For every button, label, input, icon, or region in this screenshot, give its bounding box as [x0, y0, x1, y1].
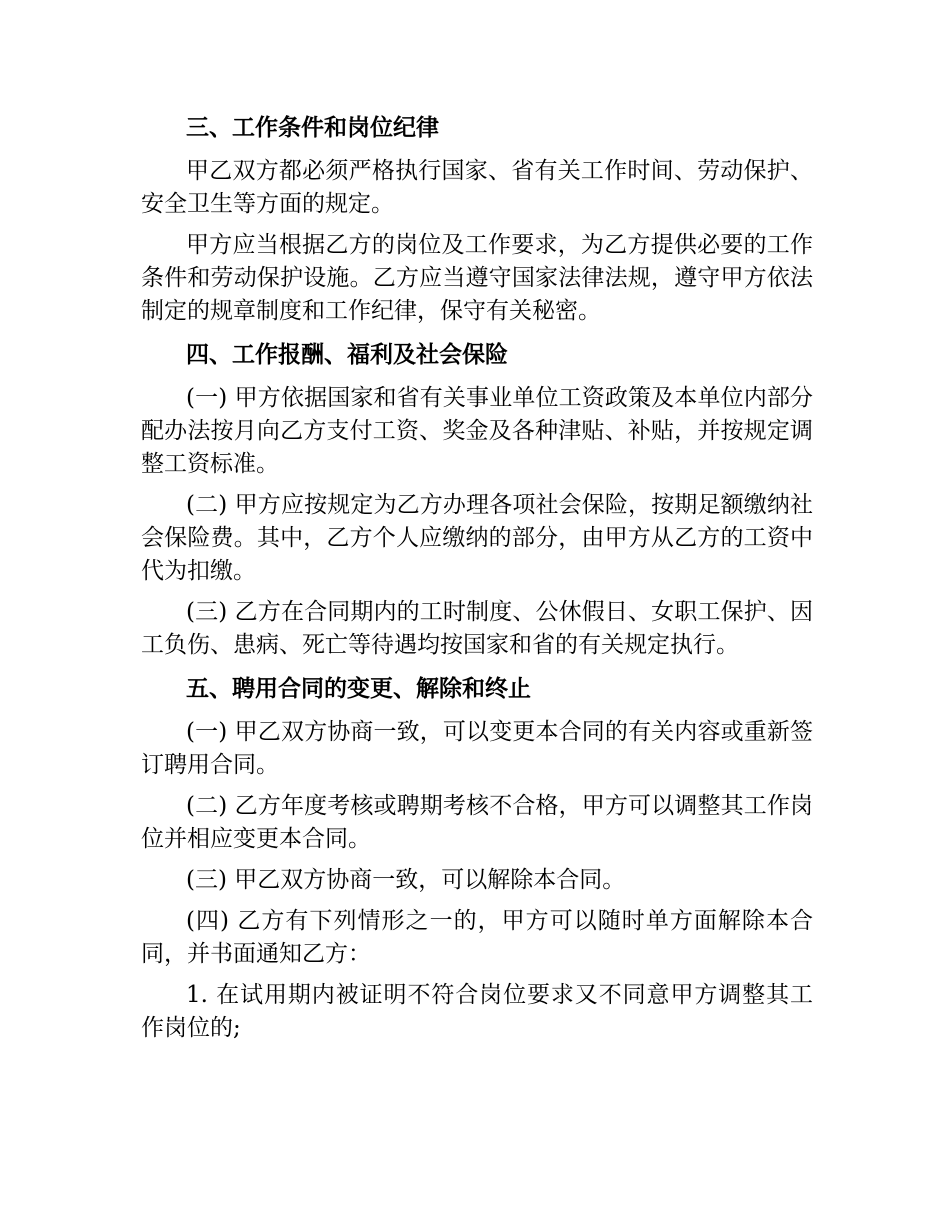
section-heading: 四、工作报酬、福利及社会保险 [186, 341, 508, 368]
paragraph: 1. 在试用期内被证明不符合岗位要求又不同意甲方调整其工作岗位的; [141, 982, 813, 1041]
paragraph: (一) 甲方依据国家和省有关事业单位工资政策及本单位内部分配办法按月向乙方支付工资、奖金及各种津贴、补贴，并按规定调整工资标准。 [141, 385, 813, 477]
section-contract-changes [141, 670, 813, 1045]
paragraph: (二) 乙方年度考核或聘期考核不合格，甲方可以调整其工作岗位并相应变更本合同。 [141, 793, 813, 852]
section-work-conditions [141, 109, 813, 328]
paragraph: 甲方应当根据乙方的岗位及工作要求，为乙方提供必要的工作条件和劳动保护设施。乙方应当遵守国家法律法规，遵守甲方依法制定的规章制度和工作纪律，保守有关秘密。 [141, 232, 813, 324]
document-page [141, 109, 813, 1053]
paragraph: 甲乙双方都必须严格执行国家、省有关工作时间、劳动保护、安全卫生等方面的规定。 [141, 158, 813, 217]
section-heading: 三、工作条件和岗位纪律 [186, 114, 439, 141]
paragraph: (二) 甲方应按规定为乙方办理各项社会保险，按期足额缴纳社会保险费。其中，乙方个人应缴纳的部分，由甲方从乙方的工资中代为扣缴。 [141, 492, 813, 584]
paragraph: (三) 甲乙双方协商一致，可以解除本合同。 [186, 867, 626, 893]
paragraph: (三) 乙方在合同期内的工时制度、公休假日、女职工保护、因工负伤、患病、死亡等待遇均按国家和省的有关规定执行。 [141, 599, 813, 658]
paragraph: (一) 甲乙双方协商一致，可以变更本合同的有关内容或重新签订聘用合同。 [141, 719, 813, 778]
section-heading: 五、聘用合同的变更、解除和终止 [186, 675, 531, 702]
section-pay-benefits [141, 336, 813, 662]
paragraph: (四) 乙方有下列情形之一的，甲方可以随时单方面解除本合同，并书面通知乙方： [141, 908, 813, 967]
